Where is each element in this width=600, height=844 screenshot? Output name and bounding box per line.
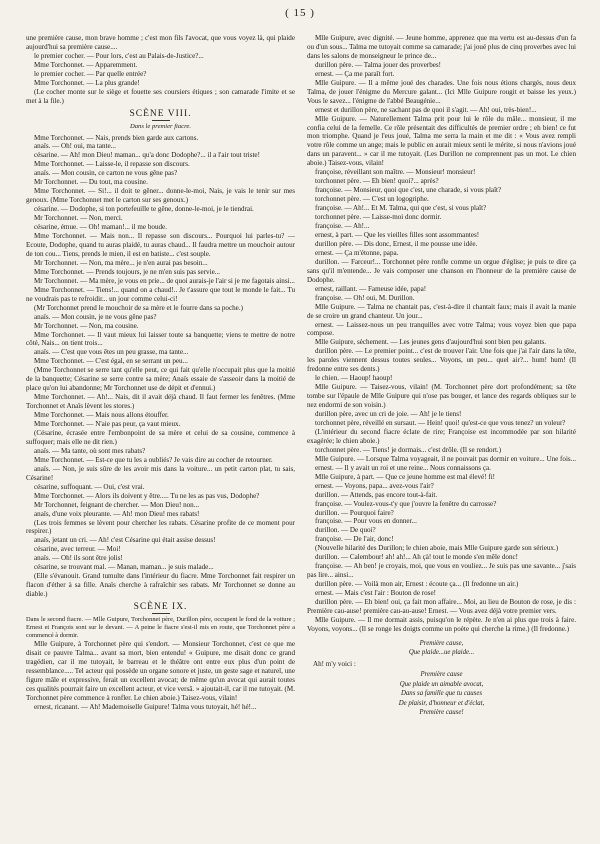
paragraph: le premier cocher. — Par quelle entrée? — [34, 69, 147, 78]
dialogue-line: césarine. — Dodophe, si ton portefeuille te gêne, donne-le-moi, je le tiendrai. — [34, 205, 254, 214]
dialogue-line: françoise. — Ah!... Et M. Talma, qui que c'est, si vous plaît? — [315, 204, 487, 213]
dialogue-line: torchonnet père, réveillé en sursaut. — Hein! quoi! qu'est-ce que vous tenez? un voleur? — [315, 418, 566, 427]
dialogue-line: françoise. — Oh! oui, M. Durillon. — [315, 293, 415, 302]
paragraph: Ah! m'y voici : — [313, 660, 356, 669]
dialogue-line: Mme Torchonnet. — C'est égal, en se serrant un peu... — [34, 357, 188, 366]
dialogue-line: Mme Torchonnet. — Alors ils doivent y être..... Tu ne les as pas vus, Dodophe? — [34, 491, 260, 500]
dialogue-line: (Elle s'évanouit. Grand tumulte dans l'intérieur du fiacre. Mme Torchonnet fait respirer un flacon d'éther à sa fille. Anaïs cherche à rafraîchir ses rabats. Mr Torchonnet se donne au diable.) — [26, 572, 295, 599]
scene-subtitle: Dans le premier fiacre. — [129, 122, 192, 130]
verse-line: Que plaide...ue plaide... — [408, 649, 475, 657]
dialogue-line: (Césarine, écrasée entre l'embonpoint de sa mère et celui de sa cousine, commence à suffoquer; mais elle ne dit rien.) — [26, 428, 295, 446]
dialogue-line: césarine, émue. — Oh! maman!... il me boude. — [34, 223, 167, 232]
dialogue-line: durillon. — Farceur!... Torchonnet père ronfle comme un orgue d'église; je puis te dire ça sans qu'il m'entende... Je vais composer une chanson en l'honneur de la première cause de Dodophe. — [307, 257, 576, 284]
dialogue-line: Mme Torchonnet. — Nais, prends bien garde aux cartons. — [34, 133, 199, 142]
page-number: ( 15 ) — [285, 7, 315, 19]
dialogue-line: Mr Torchonnet. — Ma mère, je vous en prie... de quoi aurais-je l'air si je me fagotais ainsi... — [34, 276, 295, 285]
dialogue-line: françoise. — Pour vous en donner... — [315, 517, 417, 526]
paragraph: une première cause, mon brave homme ; c'est mon fils l'avocat, que vous voyez là, qui plaide aujourd'hui sa première cause.... — [26, 34, 295, 51]
right-dialogue — [307, 34, 576, 634]
verse-line: Première cause — [420, 671, 463, 678]
dialogue-line: torchonnet père. — Eh bien! quoi?... après? — [315, 177, 439, 186]
dialogue-line: Mme Torchonnet. — Mais nous allons étouffer. — [34, 411, 169, 420]
dialogue-line: Mlle Guipure. — Talma ne chantait pas, c'est-à-dire il chantait faux; mais il avait la manie de se croire un grand chanteur. Un jour... — [307, 302, 576, 320]
dialogue-line: Mlle Guipure. — Lorsque Talma voyageait, il ne pouvait pas dormir en voiture... Une fois... — [315, 454, 576, 463]
dialogue-line: durillon. — Pourquoi faire? — [315, 508, 394, 517]
scene-8-dialogue — [26, 134, 295, 600]
dialogue-line: anaïs. — Non, je suis sûre de les avoir mis dans la voiture... un petit carton plat, tu sais, Césarine! — [26, 464, 295, 482]
dialogue-line: ernest, à part. — Que les vieilles filles sont assommantes! — [315, 230, 480, 239]
dialogue-line: (Mme Torchonnet se serre tant qu'elle peut, ce qui fait qu'elle n'occupait plus que la moitié de la banquette; Césarine se serre contre sa mère; Anaïs essaie de s'asseoir dans la moitié de place qu'on lui abandonne; Mr Torchonnet use de dépit et d'ennui.) — [26, 366, 295, 393]
scene-title: SCÈNE IX. — [133, 602, 188, 613]
dialogue-line: Mlle Guipure, à Torchonnet père qui s'endort. — Monsieur Torchonnet, c'est ce que me disait ce pauvre Talma... avant sa mort, bien entendu! « Guipure, me disait donc ce grand tragédien, car il me tutoyait, le barreau et le théâtre ont entre eux plus d'un point de ressemblance..... Tel acteur qui possède un organe sonore et juste, un geste sage et naturel, une figure mâle et expressive, ferait un excellent avocat; de même qu'un avocat qui aurait toutes ces qualités pourrait faire un excellent acteur, et vice versâ. » ajoutait-il, car il me tutoyait. (M. Torchonnet père commence à ronfler. Le chien aboie.) Taisez-vous, vilain! — [26, 640, 295, 702]
dialogue-line: durillon père. — Eh bien! oui, ça fait mon affaire... Moi, au lieu de Bouton de rose, je dis : Première cau-ause! première cau-au-ause! Ernest. — Vous avez déjà votre premier vers. — [307, 598, 576, 615]
dialogue-line: ernest, ricanant. — Ah! Mademoiselle Guipure! Talma vous tutoyait, hé! hé!... — [34, 702, 257, 711]
verse-line: Dans sa famille que tu causes — [401, 690, 482, 698]
dialogue-line: ernest et durillon père, ne sachant pas de quoi il s'agit. — Ah! oui, très-bien!... — [315, 105, 537, 114]
dialogue-line: ernest. — Voyons, papa... avez-vous l'air? — [315, 481, 434, 490]
verse-line: Que plaide un aimable avocat, — [399, 680, 484, 688]
dialogue-line: anaïs, d'une voix pleurante. — Ah! mon Dieu! mes rabats! — [34, 509, 200, 518]
dialogue-line: Mme Torchonnet. — Mais non... Il repasse son discours... Pourquoi lui parles-tu? — Ecoute, Dodophe, quand tu auras plaidé, tu auras chaud... Il faudra mettre un mouchoir autour de ton cou... Tiens, prends le mien, il est en batiste... c'est souple. — [26, 232, 295, 258]
dialogue-line: Mlle Guipure, à part. — Que ce jeune homme est mal élevé! fi! — [315, 472, 496, 481]
dialogue-line: (Nouvelle hilarité des Durillon; le chien aboie, mais Mlle Guipure garde son sérieux.) — [315, 544, 559, 553]
dialogue-line: Mme Torchonnet. — N'aie pas peur, ça vaut mieux. — [34, 420, 181, 429]
dialogue-line: françoise, réveillant son maître. — Monsieur! monsieur! — [315, 168, 476, 177]
stage-direction: (Le cocher monte sur le siège et fouette ses coursiers étiques ; son camarade l'imite et se met à la file.) — [26, 87, 295, 105]
dialogue-line: Mr Torchonnet. — Non, ma mère... je n'en aurai pas besoin... — [34, 258, 208, 267]
dialogue-line: Mr Torchonnet. — Du tout, ma cousine. — [34, 178, 148, 187]
scene-subtitle: Dans le second fiacre. — Mlle Guipure, Torchonnet père, Durillon père, occupent le fond de la voiture ; Ernest et François sont sur le devant. — A peine le fiacre s'est-il mis en route, que Torchonnet père a commencé à dormir. — [26, 616, 295, 640]
right-column — [307, 34, 576, 830]
dialogue-line: durillon. — Attends, pas encore tout-à-fait. — [315, 490, 438, 499]
dialogue-line: ernest, raillant. — Fameuse idée, papa! — [315, 284, 427, 293]
dialogue-line: (L'intérieur du second fiacre éclate de rire; Françoise est incommodée par son hilarité exagérée; le chien aboie.) — [307, 427, 576, 445]
song-verse — [307, 640, 576, 658]
dialogue-line: anaïs. — Oh! oui, ma tante... — [34, 142, 116, 151]
dialogue-line: Mme Torchonnet. — Est-ce que tu les a oubliés? Je vais dire au cocher de retourner. — [34, 455, 273, 464]
dialogue-line: (Mr Torchonnet prend le mouchoir de sa mère et le fourre dans sa poche.) — [34, 303, 243, 312]
dialogue-line: Mme Torchonnet. — Ah!... Nais, dit il avait déjà chaud. Il faut fermer les fenêtres. (Mme Torchonnet et Anaïs lèvent les stores.) — [26, 393, 295, 411]
dialogue-line: Mme Torchonnet. — Laisse-le, il repasse son discours. — [34, 160, 190, 169]
dialogue-line: césarine, avec terreur. — Moi! — [34, 545, 121, 554]
dialogue-line: ernest. — Ça m'étonne, papa. — [315, 248, 399, 257]
dialogue-line: torchonnet père. — C'est un logogriphe. — [315, 195, 429, 204]
dialogue-line: durillon père. — Talma jouer des proverbes! — [315, 60, 442, 69]
paragraph: Mme Torchonnet. — Apparemment. — [34, 60, 138, 69]
columns — [26, 34, 576, 830]
dialogue-line: (Les trois femmes se lèvent pour chercher les rabats. Césarine profite de ce moment pour respirer.) — [26, 518, 295, 536]
dialogue-line: le chien. — Haoup! haoup! — [315, 374, 393, 383]
dialogue-line: durillon père, avec un cri de joie. — Ah! je le tiens! — [315, 410, 462, 419]
dialogue-line: Mlle Guipure, avec dignité. — Jeune homme, apprenez que ma vertu est au-dessus d'un fa ou d'un sous... Talma me tutoyait comme sa camarade; j'ai joué plus de cinq proverbes avec lui dans les salons de monseigneur le prince de... — [307, 34, 576, 60]
paragraph: Mme Torchonnet. — La plus grande! — [34, 78, 140, 87]
dialogue-line: Mlle Guipure. — Naturellement Talma prit pour lui le rôle du mâle... monsieur, il me confia celui de la femelle. Ce rôle présentait des difficultés de premier ordre ; eh bien! ce fut mon triomphe. Quand je l'eus joué, Talma me serra la main et me dit : « Vous avez rempli votre rôle comme un ange; mais le public en aurait mieux senti le mérite, si nous n'avions joué dans un paravent... » car il me tutoyait. (Les Durillon ne comprennent pas un mot. Le chien aboie.) Taisez-vous, vilain! — [307, 114, 576, 168]
dialogue-line: durillon. — Calembour! ah! ah!... Ah çà! tout le monde s'en mêle donc! — [315, 553, 518, 562]
dialogue-line: césarine, se trouvant mal. — Manan, maman... je suis malade... — [34, 563, 214, 572]
dialogue-line: ernest. — Mais c'est l'air : Bouton de rose! — [315, 589, 436, 598]
verse-line: Première cause, — [419, 639, 464, 647]
dialogue-line: anaïs. — C'est que vous êtes un peu grasse, ma tante... — [34, 348, 189, 357]
dialogue-line: anaïs, jetant un cri. — Ah! c'est Césarine qui était assise dessus! — [34, 536, 216, 545]
dialogue-line: césarine, suffoquant. — Oui, c'est vrai. — [34, 482, 145, 491]
dialogue-line: Mlle Guipure, sèchement. — Les jeunes gens d'aujourd'hui sont bien peu galants. — [315, 338, 547, 347]
dialogue-line: Mlle Guipure. — Il me dormait assis, puisqu'on le répète. Je n'en ai plus que trois à faire. Voyons, voyons... (Il se ronge les doigts comme un poète qui cherche la rime.) (Il fredonne.) — [307, 615, 576, 633]
verse-line: Première cause! — [419, 709, 464, 717]
dialogue-line: durillon. — De quoi? — [315, 526, 376, 535]
dialogue-line: Mr Torchonnet. — Non, merci. — [34, 214, 123, 223]
scene-divider — [152, 120, 170, 121]
scene-9-dialogue — [26, 640, 295, 712]
dialogue-line: Mlle Guipure. — Taisez-vous, vilain! (M. Torchonnet père dort profondément; sa tête tombe sur l'épaule de Mlle Guipure qui n'ose pas bouger, et lance des regards obliques sur le nez endormi de son voisin.) — [307, 383, 576, 410]
dialogue-line: anaïs. — Oh! ils sont être jolis! — [34, 554, 123, 563]
left-column — [26, 34, 295, 830]
dialogue-line: Mr Torchonnet, feignant de chercher. — Mon Dieu! non... — [34, 500, 200, 509]
dialogue-line: anaïs. — Mon cousin, ce carton ne vous gêne pas? — [34, 169, 178, 178]
dialogue-line: Mlle Guipure. — Il a même joué des charades. Une fois nous étions chargés, nous deux Talma, de jouer l'énigme du Mercure galant... (Ici Mlle Guipure rougit et baisse les yeux.) Vous le savez... l'énigme de l'abbé Beaugénie... — [307, 78, 576, 105]
dialogue-line: Mme Torchonnet. — Si!... il doit te gêner... donne-le-moi, Nais, je vais le tenir sur mes genoux. (Mme Torchonnet met le carton sur ses genoux.) — [26, 187, 295, 205]
scene-divider — [152, 613, 170, 614]
dialogue-line: Mme Torchonnet. — Prends toujours, je ne m'en suis pas servie... — [34, 267, 221, 276]
scene-title: SCÈNE VIII. — [129, 108, 192, 119]
dialogue-line: anaïs. — Ma tante, où sont mes rabats? — [34, 446, 146, 455]
dialogue-line: durillon père. — Le premier point... c'est de trouver l'air. Une fois que j'ai l'air dans la tête, les paroles viennent dessus toutes seules... Voyons, un peu... quel air?... hum! hum! (Il fredonne entre ses dents.) — [307, 347, 576, 374]
dialogue-line: Mme Torchonnet. — Il vaut mieux lui laisser toute sa banquette; viens te mettre de notre côté, Nais... on tient trois... — [26, 330, 295, 348]
dialogue-line: anaïs. — Mon cousin, je ne vous gêne pas? — [34, 312, 157, 321]
dialogue-line: Mr Torchonnet. — Non, ma cousine. — [34, 321, 139, 330]
dialogue-line: durillon père. — Dis donc, Ernest, il me pousse une idée. — [315, 239, 478, 248]
dialogue-line: ernest. — Ça me paraît fort. — [315, 69, 395, 78]
dialogue-line: durillon père. — Voilà mon air, Ernest : écoute ça... (Il fredonne un air.) — [315, 580, 519, 589]
dialogue-line: ernest. — Il y avait un roi et une reine... Nous connaissons ça. — [315, 463, 491, 472]
dialogue-line: françoise. — Voulez-vous-t'y que j'ouvre la fenêtre du carrosse? — [315, 499, 497, 508]
dialogue-line: ernest. — Laissez-nous un peu tranquilles avec votre Talma; vous voyez bien que papa compose. — [307, 320, 576, 338]
verse-line: De plaisir, d'honneur et d'éclat, — [398, 699, 485, 707]
dialogue-line: françoise. — Ah!... — [315, 222, 370, 231]
dialogue-line: françoise. — De l'air, donc! — [315, 535, 394, 544]
paragraph: le premier cocher. — Pour lors, c'est au Palais-de-Justice?... — [34, 51, 204, 60]
dialogue-line: françoise. — Ah ben! je croyais, moi, que vous en vouliez... Je suis pas une savante... j'sais pas lire... ainsi... — [307, 562, 576, 580]
dialogue-line: césarine. — Ah! mon Dieu! maman... qu'a donc Dodophe?... il a l'air tout triste! — [34, 151, 260, 160]
dialogue-line: torchonnet père. — Laisse-moi donc dormir. — [315, 213, 442, 222]
dialogue-line: françoise. — Monsieur, quoi que c'est, une charade, si vous plaît? — [315, 186, 502, 195]
dialogue-line: Mme Torchonnet. — Tiens!... quand on a chaud!.. Je t'assure que tout le monde le fait... Tu ne voudrais pas te refroidir... un jour comme celui-ci! — [26, 285, 295, 303]
song-verse — [307, 671, 576, 718]
dialogue-line: torchonnet père. — Tiens! je dormais... c'est drôle. (Il se rendort.) — [315, 445, 502, 454]
